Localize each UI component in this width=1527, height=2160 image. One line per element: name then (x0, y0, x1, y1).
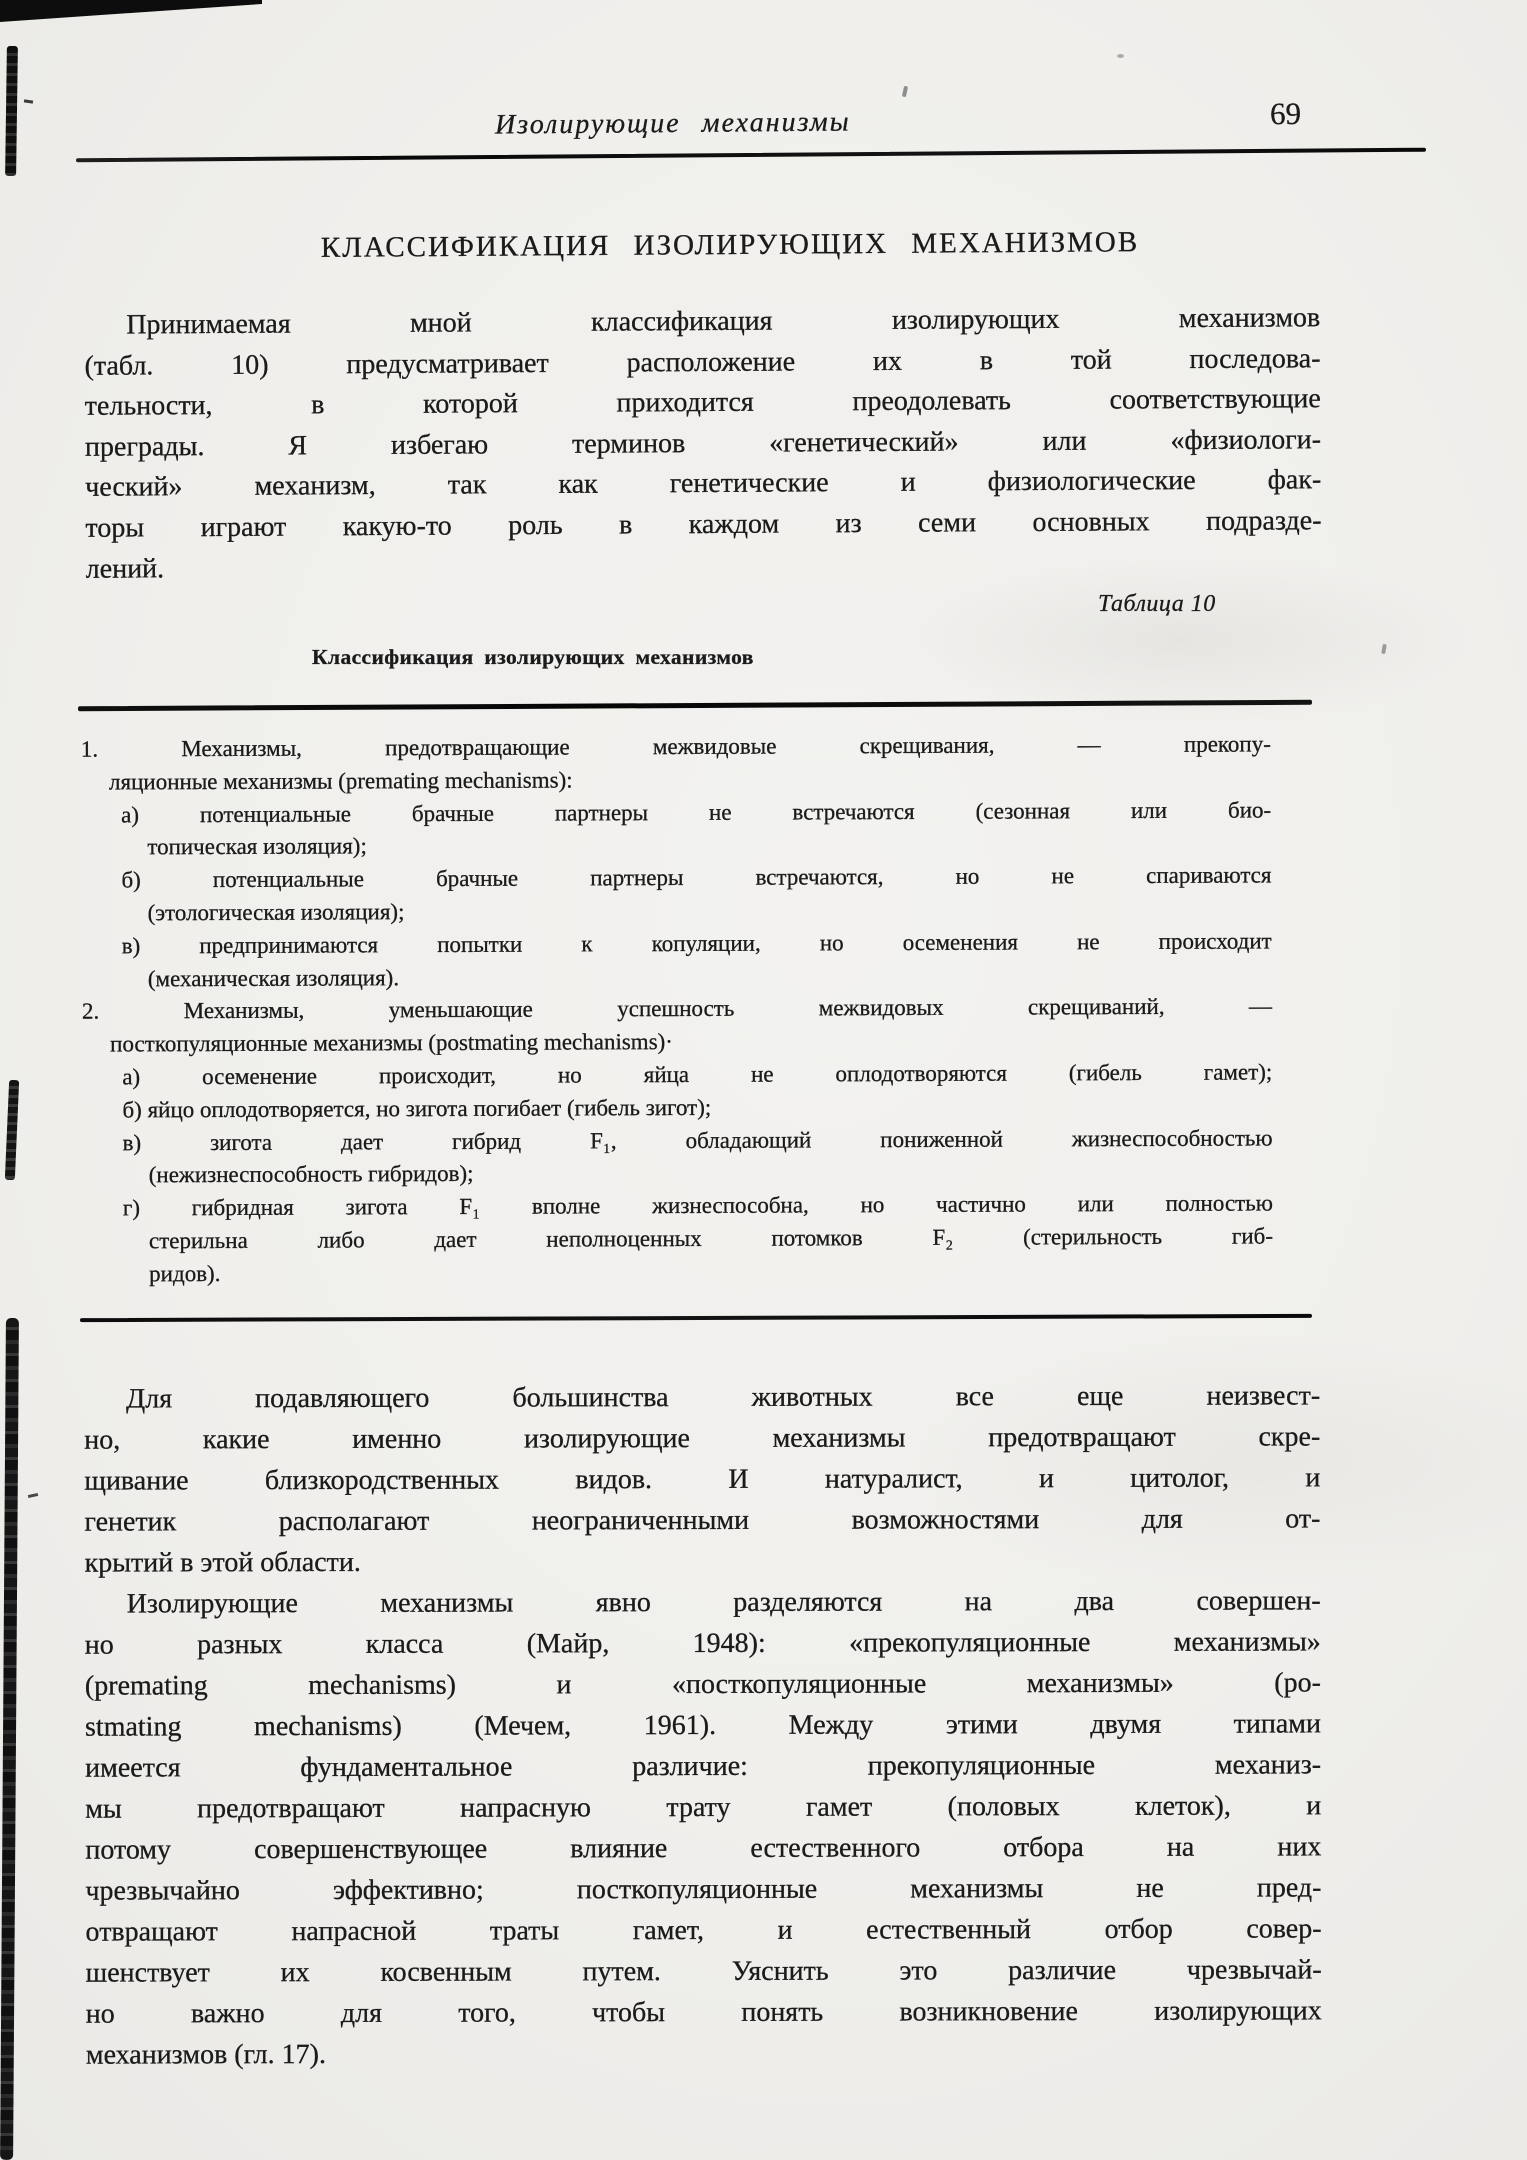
text-line: (механическая изоляция). (147, 964, 400, 991)
scan-artifact-speck (902, 86, 908, 98)
text-line: ляционные механизмы (premating mechanisms): (108, 767, 573, 795)
body-paragraphs (84, 1375, 1322, 2075)
text-line: Изолирующие механизмы явно разделяются на два совершен- (126, 1585, 1321, 1620)
text-line: ческий» механизм, так как генетические и физиологические фак- (85, 464, 1322, 504)
text-line: в) предпринимаются попытки к копуляции, но осеменения не происходит (121, 928, 1272, 959)
text-line: щивание близкородственных видов. И натуралист, и цитолог, и (84, 1462, 1321, 1497)
intro-paragraph (84, 298, 1322, 590)
text-line: чрезвычайно эффективно; посткопуляционные механизмы не пред- (85, 1872, 1322, 1907)
text-line: посткопуляционные механизмы (postmating mechanisms)· (110, 1029, 673, 1057)
text-line: но важно для того, чтобы понять возникновение изолирующих (85, 1995, 1322, 2030)
text-line: а) осеменение происходит, но яйца не оплодотворяются (гибель гамет); (122, 1059, 1273, 1090)
text-line: ридов). (149, 1260, 221, 1287)
text-line: имеется фундаментальное различие: прекопуляционные механиз- (85, 1749, 1322, 1784)
text-line: а) потенциальные брачные партнеры не встречаются (сезонная или био- (121, 796, 1272, 828)
text-line: stmating mechanisms) (Мечем, 1961). Между этими двумя типами (84, 1708, 1322, 1743)
text-line: 2. Механизмы, уменьшающие успешность межвидовых скрещиваний, — (81, 993, 1273, 1024)
text-line: отвращают напрасной траты гамет, и естественный отбор совер- (85, 1913, 1322, 1948)
scan-artifact-binding-strip (0, 1318, 19, 2160)
text-line: (табл. 10) предусматривает расположение их в той последова- (84, 342, 1321, 382)
scan-artifact-speck (28, 1493, 38, 1498)
scan-artifact-top-edge (0, 0, 262, 22)
text-line: но разных класса (Майр, 1948): «прекопуляционные механизмы» (84, 1626, 1321, 1661)
text-line: крытий в этой области. (84, 1546, 361, 1579)
page-number: 69 (1269, 95, 1302, 132)
scan-artifact-left-bar (5, 46, 18, 176)
text-line: тельности, в которой приходится преодолевать соответствующие (84, 383, 1321, 422)
text-line: Для подавляющего большинства животных все еще неизвест- (126, 1380, 1321, 1415)
text-line: в) зигота дает гибрид F₁, обладающий пониженной жизнеспособностью (122, 1124, 1273, 1155)
text-line: потому совершенствующее влияние естественного отбора на них (85, 1831, 1322, 1866)
table-body (81, 728, 1273, 1291)
table-rule-bottom (80, 1314, 1312, 1322)
text-line: преграды. Я избегаю терминов «генетический» или «физиологи- (84, 424, 1322, 463)
text-line: топическая изоляция); (147, 833, 367, 860)
text-line: торы играют какую-то роль в каждом из семи основных подразде- (85, 505, 1322, 544)
text-line: но, какие именно изолирующие механизмы предотвращают скре- (84, 1421, 1321, 1456)
text-line: г) гибридная зигота F₁ вполне жизнеспособна, но частично или полностью (122, 1190, 1273, 1221)
text-line: (нежизнеспособность гибридов); (148, 1161, 474, 1188)
text-line: генетик располагают неограниченными возможностями для от- (84, 1503, 1321, 1538)
text-line: мы предотвращают напрасную трату гамет (половых клеток), и (85, 1790, 1322, 1825)
header-rule (76, 148, 1426, 163)
text-line: Принимаемая мной классификация изолирующих механизмов (126, 302, 1321, 341)
text-line: механизмов (гл. 17). (85, 2038, 326, 2071)
text-line: стерильна либо дает неполноценных потомков F₂ (стерильность гиб- (148, 1223, 1274, 1254)
text-line: б) потенциальные брачные партнеры встречаются, но не спариваются (121, 862, 1272, 893)
scan-artifact-speck (1381, 644, 1387, 655)
text-line: лений. (85, 552, 165, 585)
scan-artifact-left-bar (5, 1080, 19, 1180)
table-rule-top (78, 700, 1312, 711)
scan-artifact-speck (24, 99, 33, 103)
text-line: 1. Механизмы, предотвращающие межвидовые скрещивания, — прекопу- (80, 731, 1271, 762)
table-heading: Классификация изолирующих механизмов (312, 645, 754, 669)
scan-artifact-speck (1117, 54, 1124, 58)
table-caption: Таблица 10 (1098, 591, 1216, 617)
text-line: б) яйцо оплодотворяется, но зигота погибает (гибель зигот); (122, 1094, 712, 1123)
text-line: (этологическая изоляция); (147, 899, 405, 926)
section-title: КЛАССИФИКАЦИЯ ИЗОЛИРУЮЩИХ МЕХАНИЗМОВ (320, 226, 1140, 264)
text-line: (premating mechanisms) и «посткопуляционные механизмы» (po- (84, 1667, 1321, 1702)
text-line: шенствует их косвенным путем. Уяснить это различие чрезвычай- (85, 1954, 1322, 1989)
running-head: Изолирующие механизмы (494, 106, 851, 141)
